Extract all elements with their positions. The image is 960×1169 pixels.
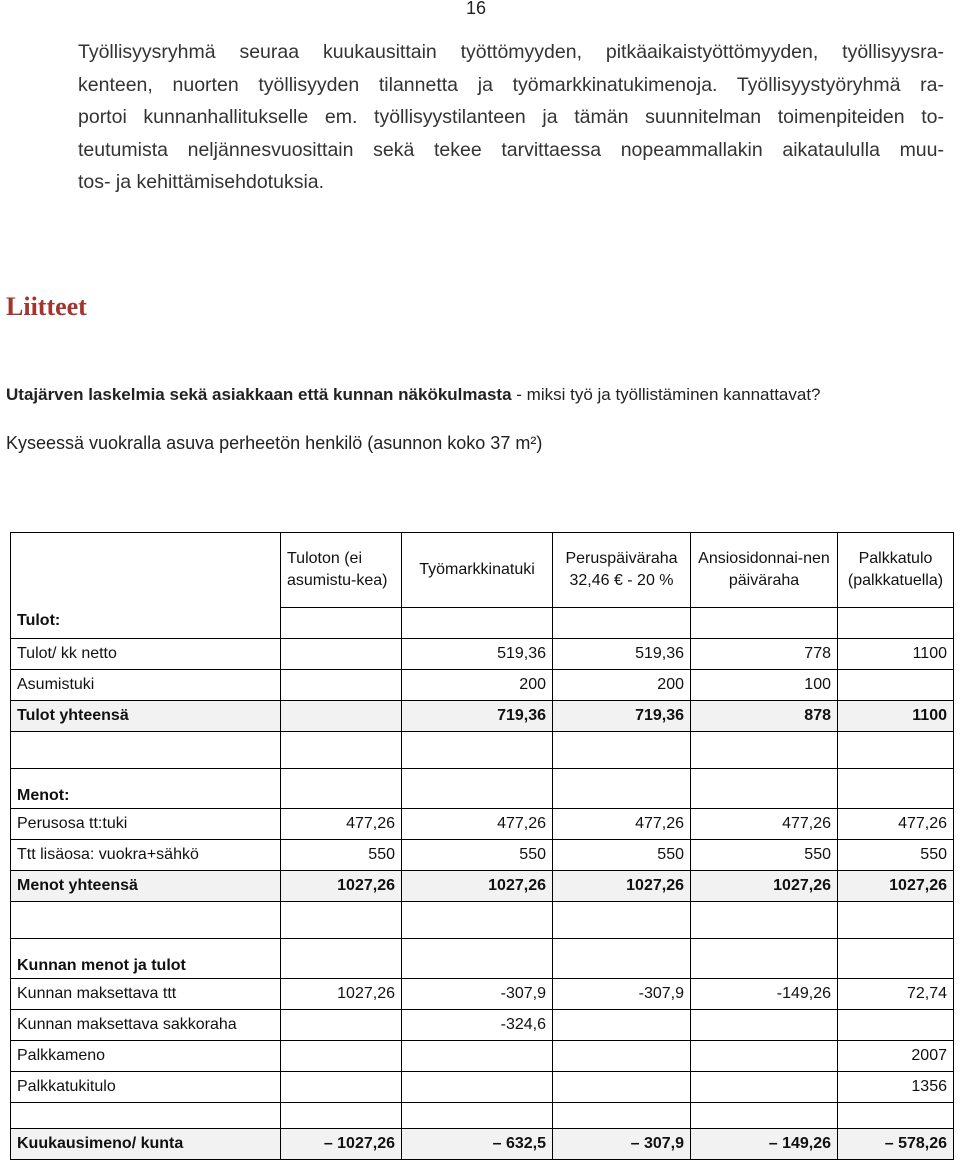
column-header: Peruspäiväraha 32,46 € - 20 %	[553, 533, 691, 608]
table-row	[11, 1010, 954, 1041]
table-cell	[838, 670, 954, 701]
table-cell	[402, 732, 553, 769]
table-cell: – 632,5	[402, 1129, 553, 1160]
table-cell	[402, 1103, 553, 1129]
table-cell: 1100	[838, 701, 954, 732]
table-cell	[691, 732, 838, 769]
column-header: Palkkatulo (palkkatuella)	[838, 533, 954, 608]
table-row	[11, 670, 954, 701]
row-label: Tulot/ kk netto	[11, 639, 281, 670]
calculation-title-bold: Utajärven laskelmia sekä asiakkaan että kunnan näkökulmasta	[6, 385, 512, 404]
table-cell	[553, 1010, 691, 1041]
table-row	[11, 1129, 954, 1160]
table-cell: – 1027,26	[281, 1129, 402, 1160]
table-cell	[281, 732, 402, 769]
table-cell: 72,74	[838, 979, 954, 1010]
tulot-label: Tulot:	[11, 533, 281, 639]
table-cell: 477,26	[691, 809, 838, 840]
table-cell	[281, 1041, 402, 1072]
row-label: Kuukausimeno/ kunta	[11, 1129, 281, 1160]
table-cell	[838, 1010, 954, 1041]
table-cell	[402, 1041, 553, 1072]
table-cell	[691, 608, 838, 639]
table-cell	[281, 701, 402, 732]
table-header-row	[11, 533, 954, 608]
table-cell: 778	[691, 639, 838, 670]
table-cell	[553, 939, 691, 979]
table-cell	[838, 732, 954, 769]
table-cell: 1027,26	[402, 871, 553, 902]
table-cell	[553, 1103, 691, 1129]
table-row	[11, 1072, 954, 1103]
table-cell	[281, 939, 402, 979]
table-cell: 1027,26	[281, 979, 402, 1010]
table-row	[11, 939, 954, 979]
table-cell	[691, 1041, 838, 1072]
table-cell	[281, 769, 402, 809]
intro-paragraph	[78, 36, 944, 199]
table-row	[11, 871, 954, 902]
table-cell	[553, 1041, 691, 1072]
table-cell	[11, 902, 281, 939]
table-cell	[553, 902, 691, 939]
table-cell	[691, 939, 838, 979]
table-cell	[553, 608, 691, 639]
table-cell: 719,36	[402, 701, 553, 732]
table-row	[11, 701, 954, 732]
table-cell: 550	[402, 840, 553, 871]
table-cell	[691, 1072, 838, 1103]
table-cell	[402, 769, 553, 809]
table-cell: 1356	[838, 1072, 954, 1103]
calculation-subtitle: Kyseessä vuokralla asuva perheetön henkilö (asunnon koko 37 m²)	[6, 433, 543, 453]
table-cell	[281, 1103, 402, 1129]
section-title: Liitteet	[6, 292, 87, 321]
table-cell: 719,36	[553, 701, 691, 732]
table-row	[11, 902, 954, 939]
table-cell: 477,26	[402, 809, 553, 840]
table-row	[11, 979, 954, 1010]
table-cell: 200	[553, 670, 691, 701]
table-cell	[838, 1103, 954, 1129]
table-cell: – 149,26	[691, 1129, 838, 1160]
table-cell: – 307,9	[553, 1129, 691, 1160]
row-label: Kunnan maksettava sakkoraha	[11, 1010, 281, 1041]
row-label: Palkkameno	[11, 1041, 281, 1072]
table-row	[11, 769, 954, 809]
table-cell: 550	[838, 840, 954, 871]
table-cell: -307,9	[553, 979, 691, 1010]
table-cell	[281, 902, 402, 939]
table-cell	[553, 769, 691, 809]
table-cell	[11, 1103, 281, 1129]
table-row	[11, 1041, 954, 1072]
page-number: 16	[466, 0, 487, 18]
table-row	[11, 639, 954, 670]
intro-line: tos- ja kehittämisehdotuksia.	[78, 171, 325, 193]
table-cell: 100	[691, 670, 838, 701]
table-cell: 477,26	[838, 809, 954, 840]
column-header: Tuloton (ei asumistu-kea)	[281, 533, 402, 608]
table-cell	[281, 1072, 402, 1103]
intro-line: Työllisyysryhmä seuraa kuukausittain työttömyyden, pitkäaikaistyöttömyyden, työllisyysra-	[78, 41, 944, 63]
intro-line: portoi kunnanhallitukselle em. työllisyystilanteen ja tämän suunnitelman toimenpiteiden to-	[78, 106, 944, 128]
row-label: Tulot yhteensä	[11, 701, 281, 732]
table-cell: 550	[553, 840, 691, 871]
row-label: Asumistuki	[11, 670, 281, 701]
table-cell	[553, 1072, 691, 1103]
table-cell	[838, 608, 954, 639]
table-cell	[553, 732, 691, 769]
calculation-title-rest: - miksi työ ja työllistäminen kannattavat?	[511, 385, 821, 404]
table-cell: 200	[402, 670, 553, 701]
intro-line: teutumista neljännesvuosittain sekä tekee tarvittaessa nopeammallakin aikataululla muu-	[78, 138, 944, 161]
table-row	[11, 732, 954, 769]
table-cell	[691, 1010, 838, 1041]
table-cell: 1027,26	[691, 871, 838, 902]
table-cell: 477,26	[553, 809, 691, 840]
table-cell	[838, 902, 954, 939]
table-cell	[11, 732, 281, 769]
row-label: Perusosa tt:tuki	[11, 809, 281, 840]
table-cell	[402, 902, 553, 939]
table-cell	[838, 939, 954, 979]
calculation-title	[6, 385, 821, 405]
section-label: Menot:	[11, 769, 281, 809]
table-cell: 477,26	[281, 809, 402, 840]
table-cell: 1027,26	[553, 871, 691, 902]
table-cell: 1027,26	[281, 871, 402, 902]
table-cell	[281, 1010, 402, 1041]
table-cell: 2007	[838, 1041, 954, 1072]
table-cell	[691, 1103, 838, 1129]
table-cell	[402, 939, 553, 979]
intro-line: kenteen, nuorten työllisyyden tilannetta ja työmarkkinatukimenoja. Työllisyystyöryhmä ra-	[78, 73, 944, 96]
table-cell: 550	[691, 840, 838, 871]
table-cell	[281, 608, 402, 639]
table-cell: – 578,26	[838, 1129, 954, 1160]
table-cell: -324,6	[402, 1010, 553, 1041]
table-cell: 550	[281, 840, 402, 871]
table-cell: -149,26	[691, 979, 838, 1010]
table-cell	[281, 639, 402, 670]
income-expense-table	[10, 532, 954, 1160]
row-label: Ttt lisäosa: vuokra+sähkö	[11, 840, 281, 871]
table-row	[11, 840, 954, 871]
row-label: Palkkatukitulo	[11, 1072, 281, 1103]
section-label: Kunnan menot ja tulot	[11, 939, 281, 979]
column-header: Työmarkkinatuki	[402, 533, 553, 608]
table-cell: 1100	[838, 639, 954, 670]
table-cell	[838, 769, 954, 809]
table-cell	[402, 1072, 553, 1103]
table-cell	[402, 608, 553, 639]
table-cell: -307,9	[402, 979, 553, 1010]
table-cell: 1027,26	[838, 871, 954, 902]
table-cell	[281, 670, 402, 701]
row-label: Menot yhteensä	[11, 871, 281, 902]
table-cell: 519,36	[402, 639, 553, 670]
table-cell	[691, 902, 838, 939]
table-row	[11, 809, 954, 840]
row-label: Kunnan maksettava ttt	[11, 979, 281, 1010]
table-row	[11, 1103, 954, 1129]
table-cell: 878	[691, 701, 838, 732]
column-header: Ansiosidonnai-nen päiväraha	[691, 533, 838, 608]
table-cell: 519,36	[553, 639, 691, 670]
table-cell	[691, 769, 838, 809]
